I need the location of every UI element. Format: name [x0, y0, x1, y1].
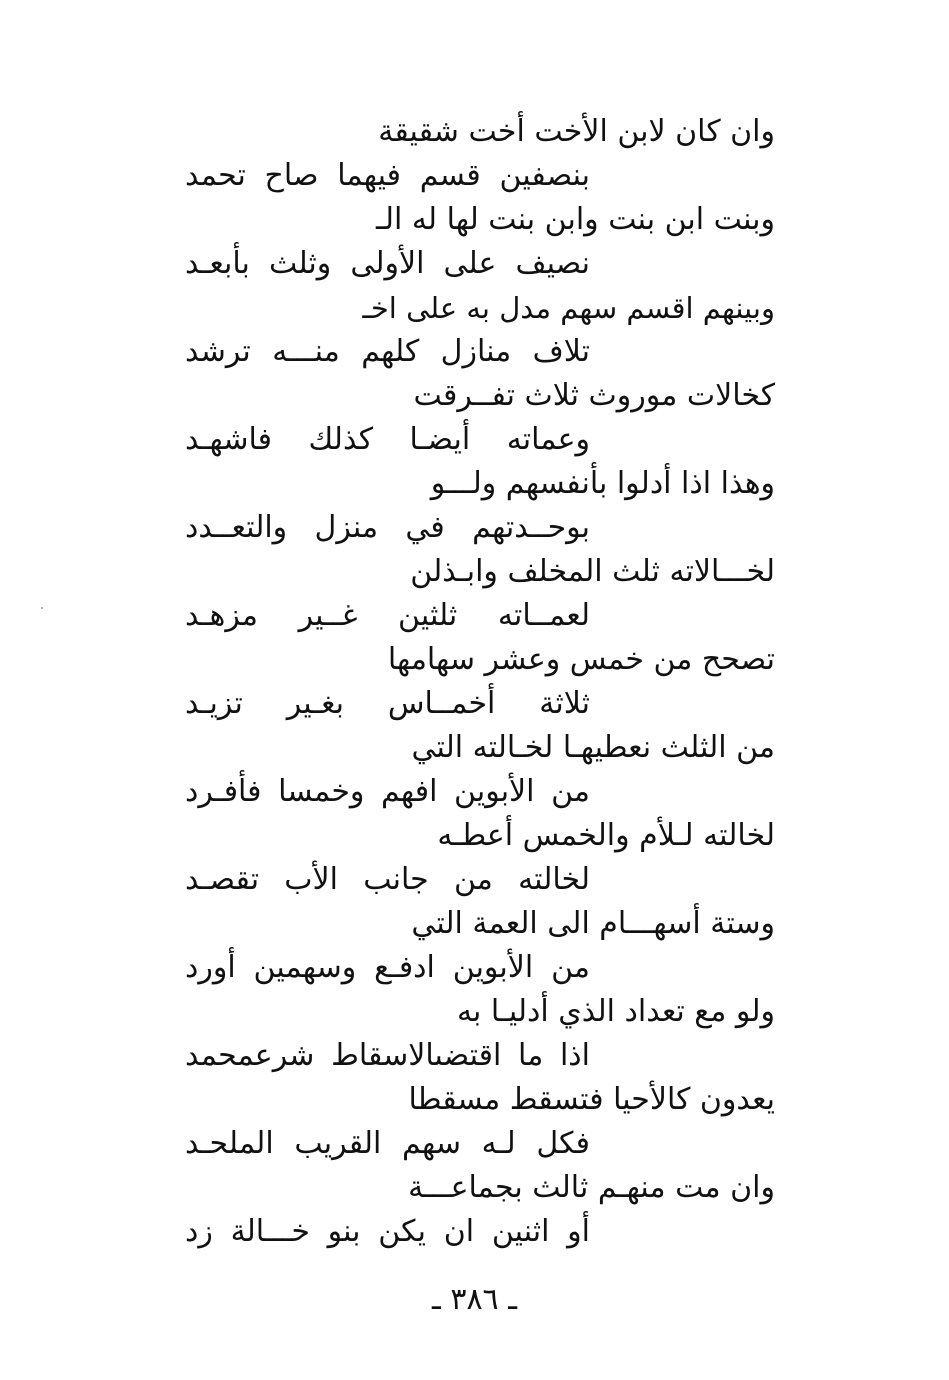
verse-first-hemistich: من الثلث نعطيهـا لخـالته التي [411, 730, 775, 765]
verse-first-hemistich: وان كان لابن الأخت أخت شقيقة [378, 114, 775, 149]
verse-second-hemistich: من الأبوين ادفـع وسهمين أورد [185, 950, 590, 985]
verse-first-hemistich: وبنت ابن بنت وابن بنت لها له الـ [376, 202, 775, 237]
verse-first-hemistich: يعدون كالأحيا فتسقط مسقطا [408, 1082, 775, 1117]
verse-second-hemistich: وعماته أيضـا كذلك فاشهـد [185, 422, 590, 457]
verse-second-hemistich: بوحــدتهم في منزل والتعــدد [185, 510, 590, 545]
verse-first-hemistich: ولو مع تعداد الذي أدليـا به [456, 994, 775, 1029]
verse-first-hemistich: وهذا اذا أدلوا بأنفسهم ولـــو [430, 466, 775, 501]
verse-first-hemistich: كخالات موروث ثلاث تفــرقت [413, 378, 775, 413]
verse-first-hemistich: لخالته لـلأم والخمس أعطـه [437, 818, 775, 853]
verse-first-hemistich: تصحح من خمس وعشر سهامها [387, 642, 775, 677]
verse-first-hemistich: وبينهم اقسم سهم مدل به على اخـ [362, 291, 775, 325]
verse-first-hemistich: لخـــالاته ثلث المخلف وابـذلن [410, 554, 775, 589]
verse-second-hemistich: بنصفين قسم فيهما صاح تحمد [185, 158, 590, 193]
verse-second-hemistich: أو اثنين ان يكن بنو خـــالة زد [185, 1214, 590, 1249]
verse-first-hemistich: وان مت منهـم ثالث بجماعـــة [408, 1170, 775, 1205]
page-number: ـ ٣٨٦ ـ [432, 1282, 517, 1317]
verse-second-hemistich: ثلاثة أخمــاس بغـير تزيـد [185, 686, 590, 721]
verse-second-hemistich: فكل لـه سهم القريب الملحـد [185, 1126, 590, 1161]
verse-second-hemistich: لخالته من جانب الأب تقصـد [185, 862, 590, 897]
verse-second-hemistich: تلاف منازل كلهم منـــه ترشد [185, 334, 590, 369]
scan-speck [41, 607, 43, 609]
verse-second-hemistich: نصيف على الأولى وثلث بأبعـد [185, 246, 590, 281]
verse-first-hemistich: وستة أسهـــام الى العمة التي [411, 906, 775, 941]
verse-second-hemistich: من الأبوين افهم وخمسا فأفـرد [185, 774, 590, 809]
verse-second-hemistich: لعمــاته ثلثين غــير مزهـد [185, 598, 590, 633]
verse-second-hemistich: اذا ما اقتضىالاسقاط شرعمحمد [185, 1038, 590, 1073]
